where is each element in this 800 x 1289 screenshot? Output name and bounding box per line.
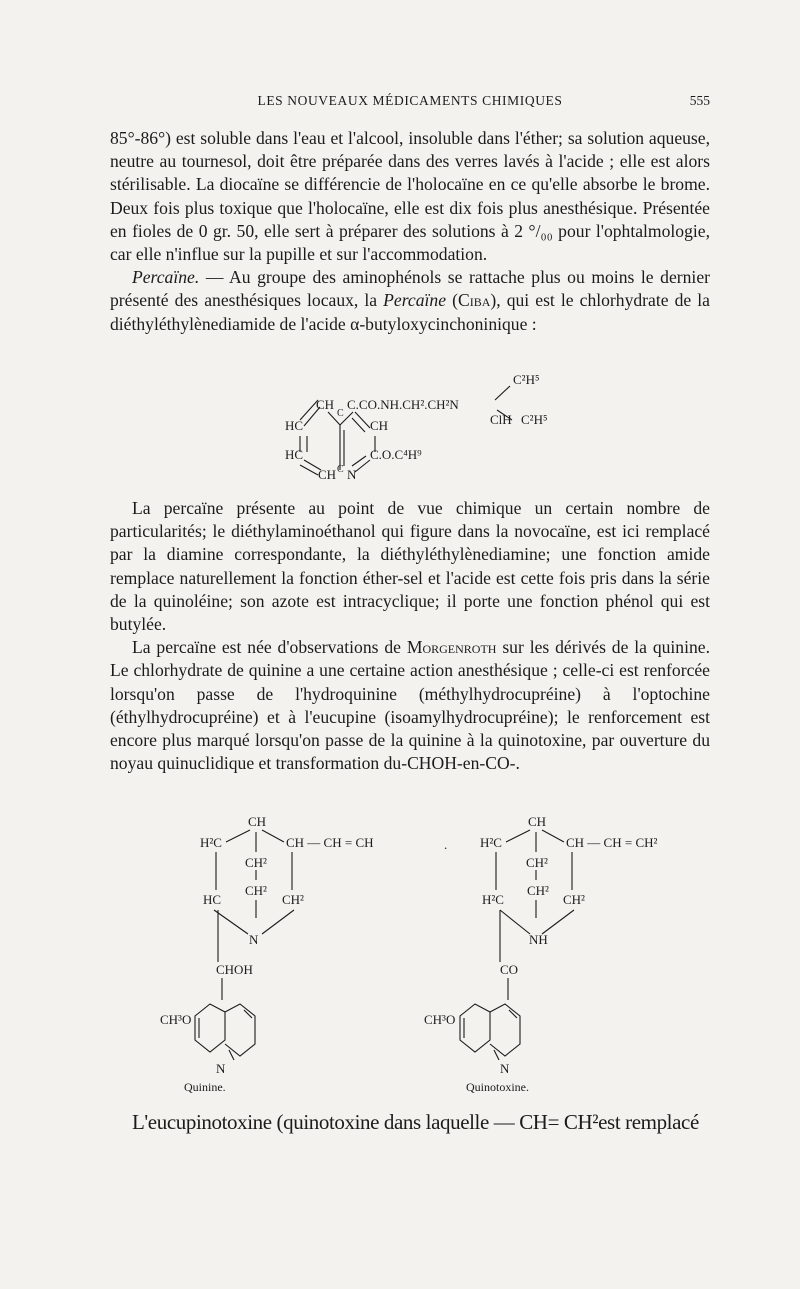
percaine-ch-right: CH <box>370 418 389 433</box>
quinine-ch2-a: CH² <box>245 855 267 870</box>
percaine-hc-top: HC <box>285 418 304 433</box>
quinine-ch-top: CH <box>248 814 267 829</box>
quinine-ch2-c: CH² <box>282 892 304 907</box>
percaine-clh: ClH <box>490 412 512 427</box>
percaine-ch-bottom: CH <box>318 467 337 482</box>
percaine-name: Percaïne <box>383 290 447 311</box>
percaine-c-sub: C <box>337 408 344 419</box>
paragraph-morgenroth <box>110 636 710 775</box>
quinine-ch2-b: CH² <box>245 883 267 898</box>
quinotoxine-ch3o: CH³O <box>424 1012 456 1027</box>
last-line: L'eucupinotoxine (quinotoxine dans laquelle — CH= CH²est remplacé <box>132 1110 699 1134</box>
quinine-bonds <box>195 830 294 1060</box>
percaine-intro-a: — Au groupe des aminophénols se rattache plus ou moins le dernier présenté des anesthésiques locaux, la <box>110 267 710 311</box>
running-title: LES NOUVEAUX MÉDICAMENTS CHIMIQUES <box>257 93 563 108</box>
quinotoxine-vinyl: CH — CH = CH² <box>566 835 658 850</box>
percaine-bonds <box>300 386 512 475</box>
stray-dot: . <box>444 837 448 852</box>
quinotoxine-h2c: H²C <box>480 835 502 850</box>
percaine-n-bottom: N <box>347 467 357 482</box>
ciba-name: Ciba <box>457 290 491 311</box>
morgenroth-name: Morgenroth <box>406 637 497 658</box>
percaine-intro-b: ), qui est le chlorhydrate de la diéthyléthylènediamide de l'acide α-butyloxycinchoninique : <box>110 290 710 334</box>
quinotoxine-bonds <box>460 830 574 1060</box>
percaine-c2h5-top: C²H⁵ <box>513 372 540 387</box>
quinotoxine-caption: Quinotoxine. <box>466 1080 529 1094</box>
quinotoxine-n-ring: N <box>500 1061 510 1076</box>
quinotoxine-ch2-b: CH² <box>527 883 549 898</box>
percaine-hc-bottom: HC <box>285 447 304 462</box>
percaine-chain: C.CO.NH.CH².CH²N <box>347 397 459 412</box>
morgenroth-a: La percaïne est née d'observations de <box>132 637 407 658</box>
paragraph-percaine-intro <box>110 266 710 336</box>
quinine-vinyl: CH — CH = CH <box>286 835 374 850</box>
morgenroth-b: sur les dérivés de la quinine. Le chlorhydrate de quinine a une certaine action anesthésique ; celle-ci est renforcée lorsqu'on passe de l'hydroquinine (méthylhydrocupréine) à l'optochine (éthylhydrocupréine) et à l'eucupine (isoamylhydrocupréine); le renforcement est encore plus marqué lorsqu'on passe de la quinine à la quinotoxine, par ouverture du noyau quinuclidique et transformation du-CHOH-en-CO-. <box>110 637 710 774</box>
quinine-choh: CHOH <box>216 962 253 977</box>
percaine-c-bottom: C <box>337 464 344 475</box>
text-block <box>110 127 710 336</box>
percaine-heading: Percaïne. <box>132 267 200 288</box>
quinine-n: N <box>249 932 259 947</box>
percaine-c-o-c4h9: C.O.C⁴H⁹ <box>370 447 422 462</box>
percaine-c2h5-bottom: C²H⁵ <box>521 412 548 427</box>
quinine-caption: Quinine. <box>184 1080 226 1094</box>
paragraph-diocaine: 85°-86°) est soluble dans l'eau et l'alcool, insoluble dans l'éther; sa solution aqueuse, neutre au tournesol, doit être préparée dans des verres lavés à l'acide ; elle est alors stérilisable. La diocaïne se différencie de l'holocaïne en ce qu'elle absorbe le brome. Deux fois plus toxique que l'holocaïne, elle est dix fois plus anesthésique. Présentée en fioles de 0 gr. 50, elle sert à préparer des solutions à 2 °/₀₀ pour l'ophtalmologie, car elle n'influe sur la pupille et sur l'accommodation. <box>110 128 710 265</box>
quinotoxine-ch2-a: CH² <box>526 855 548 870</box>
page-number: 555 <box>689 93 710 108</box>
paren-open: ( <box>446 290 458 311</box>
quinine-hc: HC <box>203 892 222 907</box>
text-block-2 <box>110 497 710 775</box>
quinotoxine-h2c-b: H²C <box>482 892 504 907</box>
quinine-n-ring: N <box>216 1061 226 1076</box>
quinine-h2c: H²C <box>200 835 222 850</box>
quinotoxine-ch2-c: CH² <box>563 892 585 907</box>
quinine-ch3o: CH³O <box>160 1012 192 1027</box>
quinotoxine-co: CO <box>500 962 519 977</box>
quinotoxine-nh: NH <box>529 932 548 947</box>
percaine-ch-c: CH <box>316 397 335 412</box>
running-header <box>110 93 710 113</box>
quinotoxine-ch-top: CH <box>528 814 547 829</box>
paragraph-percaine-chem: La percaïne présente au point de vue chimique un certain nombre de particularités; le diéthylaminoéthanol qui figure dans la novocaïne, est ici remplacé par la diamine correspondante, la diéthyléthylènediamine; une fonction amide remplace naturellement la fonction éther-sel et l'acide est cette fois pris dans la série de la quinoléine; son azote est intracyclique; il porte une fonction phénol qui est butylée. <box>110 498 710 635</box>
